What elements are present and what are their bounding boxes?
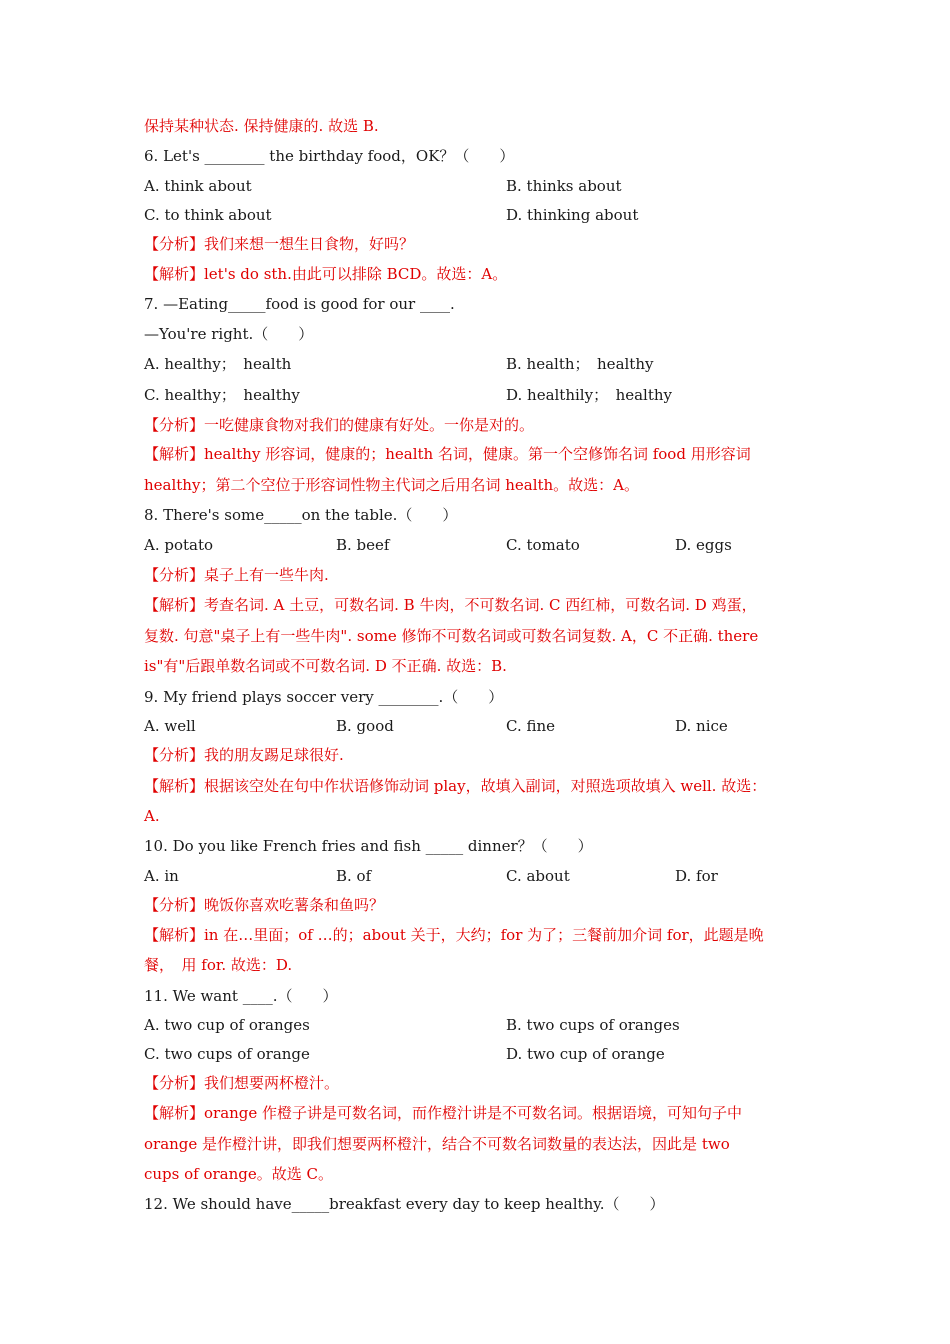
question-11-stem: 11. We want ____.（ ） [144, 987, 338, 1005]
q10-option-b: B. of [336, 867, 372, 885]
q7-option-d: D. healthily； healthy [506, 386, 673, 404]
q9-explanation-line-1: 【解析】根据该空处在句中作状语修饰动词 play，故填入副词，对照选项故填入 well. 故选： [144, 777, 767, 795]
q9-option-d: D. nice [675, 717, 728, 735]
q6-option-a: A. think about [144, 177, 252, 195]
q8-option-c: C. tomato [506, 536, 580, 554]
q7-option-a: A. healthy； health [144, 355, 292, 373]
q8-explanation-line-2: 复数. 句意"桌子上有一些牛肉". some 修饰不可数名词或可数名词复数. A，C 不正确. there [144, 627, 759, 645]
q6-option-b: B. thinks about [506, 177, 622, 195]
q10-explanation-line-1: 【解析】in 在…里面；of …的；about 关于，大约；for 为了；三餐前加介词 for，此题是晚 [144, 926, 764, 944]
question-10-stem: 10. Do you like French fries and fish _____ dinner？（ ） [144, 837, 593, 855]
q6-option-c: C. to think about [144, 206, 272, 224]
q9-option-c: C. fine [506, 717, 556, 735]
q11-option-c: C. two cups of orange [144, 1045, 310, 1063]
question-8-stem: 8. There's some_____on the table.（ ） [144, 506, 458, 524]
q8-option-d: D. eggs [675, 536, 732, 554]
previous-answer-note: 保持某种状态. 保持健康的. 故选 B. [144, 117, 379, 135]
q11-option-a: A. two cup of oranges [144, 1016, 310, 1034]
q11-explanation-line-2: orange 是作橙汁讲，即我们想要两杯橙汁，结合不可数名词数量的表达法，因此是 two [144, 1135, 730, 1153]
q9-option-b: B. good [336, 717, 394, 735]
q11-explanation-line-3: cups of orange。故选 C。 [144, 1165, 334, 1183]
q7-option-b: B. health； healthy [506, 355, 654, 373]
q10-explanation-line-2: 餐， 用 for. 故选：D. [144, 956, 293, 974]
question-9-stem: 9. My friend plays soccer very ________.（ ） [144, 688, 504, 706]
question-6-stem: 6. Let's ________ the birthday food，OK？（ ） [144, 147, 515, 165]
q9-explanation-line-2: A. [144, 807, 160, 825]
q7-option-c: C. healthy； healthy [144, 386, 300, 404]
q6-analysis: 【分析】我们来想一想生日食物，好吗？ [144, 235, 415, 253]
q11-option-d: D. two cup of orange [506, 1045, 665, 1063]
q10-analysis: 【分析】晚饭你喜欢吃薯条和鱼吗？ [144, 896, 385, 914]
q8-explanation-line-1: 【解析】考查名词. A 土豆，可数名词. B 牛肉，不可数名词. C 西红柿，可数名词. D 鸡蛋， [144, 596, 757, 614]
q6-option-d: D. thinking about [506, 206, 639, 224]
q8-explanation-line-3: is"有"后跟单数名词或不可数名词. D 不正确. 故选：B. [144, 657, 507, 675]
question-7-reply: —You're right.（ ） [144, 325, 314, 343]
q10-option-a: A. in [144, 867, 179, 885]
q11-analysis: 【分析】我们想要两杯橙汁。 [144, 1074, 340, 1092]
q7-explanation-line-2: healthy；第二个空位于形容词性物主代词之后用名词 health。故选：A。 [144, 476, 640, 494]
q8-analysis: 【分析】桌子上有一些牛肉. [144, 566, 329, 584]
q8-option-a: A. potato [144, 536, 214, 554]
question-12-stem: 12. We should have_____breakfast every day to keep healthy.（ ） [144, 1195, 665, 1213]
q6-explanation: 【解析】let's do sth.由此可以排除 BCD。故选：A。 [144, 265, 508, 283]
q7-analysis: 【分析】一吃健康食物对我们的健康有好处。一你是对的。 [144, 416, 535, 434]
q9-analysis: 【分析】我的朋友踢足球很好. [144, 746, 344, 764]
q11-explanation-line-1: 【解析】orange 作橙子讲是可数名词，而作橙汁讲是不可数名词。根据语境，可知句子中 [144, 1104, 743, 1122]
q10-option-d: D. for [675, 867, 718, 885]
q8-option-b: B. beef [336, 536, 390, 554]
q9-option-a: A. well [144, 717, 196, 735]
q7-explanation-line-1: 【解析】healthy 形容词，健康的；health 名词，健康。第一个空修饰名词 food 用形容词 [144, 445, 751, 463]
q10-option-c: C. about [506, 867, 570, 885]
question-7-stem: 7. —Eating_____food is good for our ____. [144, 295, 455, 313]
q11-option-b: B. two cups of oranges [506, 1016, 680, 1034]
